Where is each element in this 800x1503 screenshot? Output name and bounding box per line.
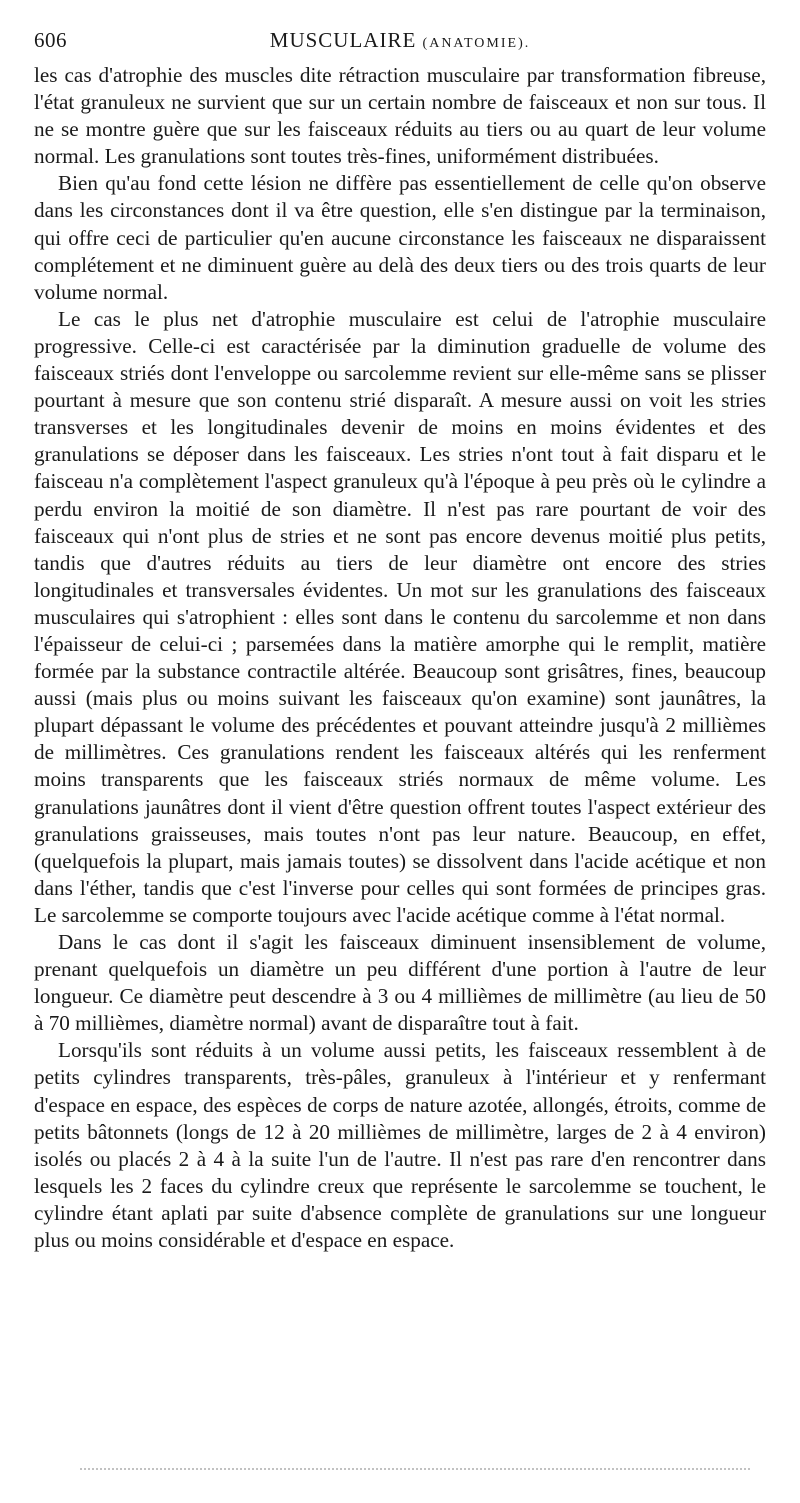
paragraph: Lorsqu'ils sont réduits à un volume aussi petits, les faisceaux ressemblent à de petits cylindres transparents, très-pâles, granuleux à l'intérieur et y renfermant d'espace en espace, des espèces de corps de nature azotée, allongés, étroits, comme de petits bâtonnets (longs de 12 à 20 millièmes de millimètre, larges de 2 à 4 environ) isolés ou placés 2 à 4 à la suite l'un de l'autre. Il n'est pas rare d'en rencontrer dans lesquels les 2 faces du cylindre creux que représente le sarcolemme se touchent, le cylindre étant aplati par suite d'absence complète de granulations sur une longueur plus ou moins considérable et d'espace en espace. <box>34 1038 766 1253</box>
running-head <box>34 28 766 62</box>
paragraph: Dans le cas dont il s'agit les faisceaux diminuent insensiblement de volume, prenant quelquefois un diamètre un peu différent d'une portion à l'autre de leur longueur. Ce diamètre peut descendre à 3 ou 4 millièmes de millimètre (au lieu de 50 à 70 millièmes, diamètre normal) avant de disparaître tout à fait. <box>34 930 766 1036</box>
paragraph: Le cas le plus net d'atrophie musculaire est celui de l'atrophie musculaire progressive. Celle-ci est caractérisée par la diminution graduelle de volume des faisceaux striés dont l'enveloppe ou sarcolemme revient sur elle-même sans se plisser pourtant à mesure que son contenu strié disparaît. A mesure aussi on voit les stries transverses et les longitudinales devenir de moins en moins évidentes et des granulations se déposer dans les faisceaux. Les stries n'ont tout à fait disparu et le faisceau n'a complètement l'aspect granuleux qu'à l'époque à peu près où le cylindre a perdu environ la moitié de son diamètre. Il n'est pas rare pourtant de voir des faisceaux qui n'ont plus de stries et ne sont pas encore devenus moitié plus petits, tandis que d'autres réduits au tiers de leur diamètre ont encore des stries longitudinales et transversales évidentes. Un mot sur les granulations des faisceaux musculaires qui s'atrophient : elles sont dans le contenu du sarcolemme et non dans l'épaisseur de celui-ci ; parsemées dans la matière amorphe qui le remplit, matière formée par la substance contractile altérée. Beaucoup sont grisâtres, fines, beaucoup aussi (mais plus ou moins suivant les faisceaux qu'on examine) sont jaunâtres, la plupart dépassant le volume des précédentes et pouvant atteindre jusqu'à 2 millièmes de millimètres. Ces granulations rendent les faisceaux altérés qui les renferment moins transparents que les faisceaux striés normaux de même volume. Les granulations jaunâtres dont il vient d'être question offrent toutes l'aspect extérieur des granulations graisseuses, mais toutes n'ont pas leur nature. Beaucoup, en effet, (quelquefois la plupart, mais jamais toutes) se dissolvent dans l'acide acétique et non dans l'éther, tandis que c'est l'inverse pour celles qui sont formées de principes gras. Le sarcolemme se comporte toujours avec l'acide acétique comme à l'état normal. <box>34 306 766 927</box>
running-title <box>34 28 766 53</box>
running-title-main: MUSCULAIRE <box>269 28 417 52</box>
page-number: 606 <box>34 28 67 52</box>
running-title-sub: (ANATOMIE). <box>422 36 531 51</box>
footer-rule <box>80 1468 750 1470</box>
article-body <box>34 62 766 1254</box>
paragraph: Bien qu'au fond cette lésion ne diffère pas essentiellement de celle qu'on observe dans les circonstances dont il va être question, elle s'en distingue par la terminaison, qui offre ceci de particulier qu'en aucune circonstance les faisceaux ne disparaissent complétement et ne diminuent guère au delà des deux tiers ou des trois quarts de leur volume normal. <box>34 171 766 304</box>
book-page <box>34 28 766 1254</box>
paragraph: les cas d'atrophie des muscles dite rétraction musculaire par transformation fibreuse, l'état granuleux ne survient que sur un certain nombre de faisceaux et non sur tous. Il ne se montre guère que sur les faisceaux réduits au tiers ou au quart de leur volume normal. Les granulations sont toutes très-fines, uniformément distribuées. <box>34 63 766 169</box>
